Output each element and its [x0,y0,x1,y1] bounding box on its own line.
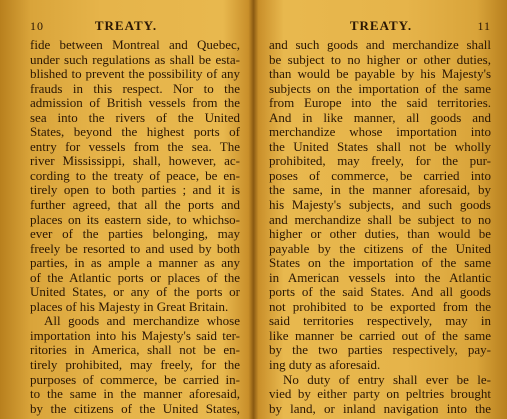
running-head-left [0,18,252,36]
text-line: admission of British vessels from the [30,95,240,111]
text-line: from Europe into the said territories. [269,95,491,111]
text-line: his Majesty's subjects, and such goods [269,197,491,213]
text-line: places of his Majesty in Great Britain. [30,298,229,314]
text-line: not prohibited to be exported from the [269,298,491,314]
right-page [255,0,507,419]
text-line: vied by either party on peltries brought [269,386,491,402]
page-number-right: 11 [477,19,491,33]
text-line: cording to the treaty of peace, be en- [30,167,240,183]
text-line: tirely prohibited, may freely, for the [30,357,240,373]
text-line: importation into his Majesty's said ter- [30,327,240,343]
text-line: subjects on the importation of the same [269,80,491,96]
text-line: higher or other duties, than would be [269,226,491,242]
running-head-title-left: TREATY. [94,18,158,33]
text-line: frauds in this respect. Nor to the [30,80,240,96]
text-line: by the citizens of the United States, [30,400,240,416]
text-line: payable by the citizens of the United [269,240,491,256]
text-line: All goods and merchandize whose [44,313,240,329]
text-line: in American vessels into the Atlantic [269,269,491,285]
text-line: No duty of entry shall ever be le- [283,371,491,387]
text-line: States on the importation of the same [269,255,491,271]
text-line: be subject to no higher or other duties, [269,51,491,67]
text-line: to the same in the manner aforesaid, [30,386,240,402]
text-line: places on its eastern side, to whichso- [30,211,240,227]
text-line: and merchandize shall be subject to no [269,211,491,227]
text-line: ing duty as aforesaid. [269,357,381,373]
text-line: blished to prevent the possibility of any [30,66,240,82]
text-line: river Mississippi, shall, however, ac- [30,153,240,169]
text-line: prohibited, may freely, for the pur- [269,153,491,169]
text-line: of the Atlantic ports or places of the [30,269,240,285]
running-head-right [255,18,507,36]
text-line: ports of the said States. And all goods [269,284,491,300]
running-head-title-right: TREATY. [349,18,413,33]
text-line: than would be payable by his Majesty's [269,66,491,82]
text-line: said territories respectively, may in [269,313,491,329]
text-line: the same, in the manner aforesaid, by [269,182,491,198]
text-line: poses of commerce, be carried into [269,167,491,183]
text-line: under such regulations as shall be esta- [30,51,240,67]
text-line: further agreed, that all the ports and [30,197,240,213]
text-line: States, beyond the highest ports of [30,124,240,140]
left-page [0,0,252,419]
text-line: by the two parties respectively, pay- [269,342,491,358]
text-line: like manner be carried out of the same [269,327,491,343]
text-line: fide between Montreal and Quebec, [30,37,240,52]
text-line: entry for vessels from the sea. The [30,138,240,154]
text-line: the United States shall not be wholly [269,138,491,154]
text-line: by land, or inland navigation into the [269,400,491,416]
text-line: sea into the rivers of the United [30,109,240,125]
text-line: and such goods and merchandize shall [269,37,491,52]
right-page-text [269,38,491,416]
text-line: merchandize whose importation into [269,124,491,140]
text-line: tirely open to both parties ; and it is [30,182,240,198]
page-number-left: 10 [30,19,44,33]
text-line: freely be resorted to and used by both [30,240,240,256]
text-line: ritories in America, shall not be en- [30,342,240,358]
left-page-text [30,38,240,416]
text-line: purposes of commerce, be carried in- [30,371,240,387]
text-line: United States, or any of the ports or [30,284,240,300]
text-line: ever of the parties belonging, may [30,226,240,242]
text-line: parties, in as ample a manner as any [30,255,240,271]
text-line: And in like manner, all goods and [269,109,491,125]
